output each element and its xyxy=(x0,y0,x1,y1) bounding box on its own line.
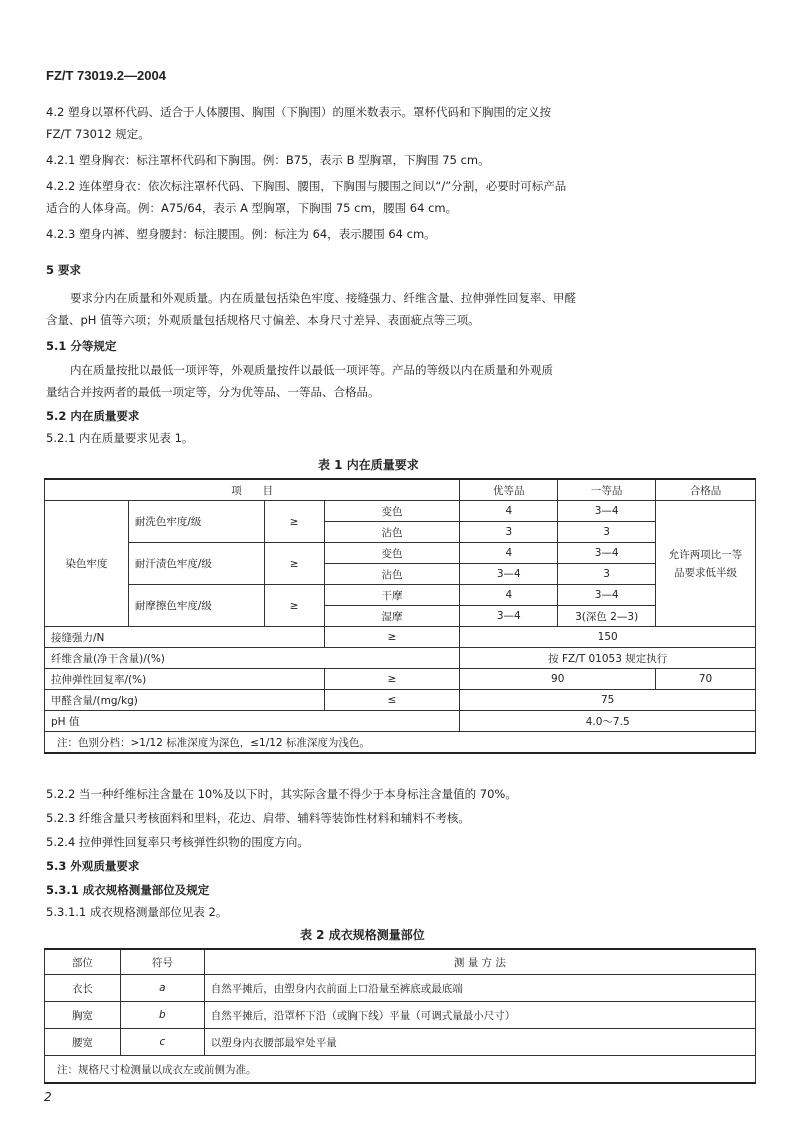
clause-5-3-heading: 5.3 外观质量要求 xyxy=(46,859,140,873)
measure-method: 自然平摊后，沿罩杯下沿（或胸下线）平量（可调式量最小尺寸） xyxy=(204,1002,755,1029)
table2-header-symbol: 符号 xyxy=(120,949,204,975)
seam-strength-value: 150 xyxy=(460,627,756,648)
fiber-content-label: 纤维含量(净干含量)/(%) xyxy=(45,648,460,669)
table-row xyxy=(45,669,756,690)
formaldehyde-label: 甲醛含量/(mg/kg) xyxy=(45,690,325,711)
clause-5-1-text-cont: 量结合并按两者的最低一项定等，分为优等品、一等品、合格品。 xyxy=(46,385,380,399)
stretch-recovery-label: 拉伸弹性回复率/(%) xyxy=(45,669,325,690)
table1-note: 注：色别分档：>1/12 标准深度为深色，≤1/12 标准深度为浅色。 xyxy=(45,732,756,754)
part-symbol: b xyxy=(120,1002,204,1029)
first-value: 3(深色 2—3) xyxy=(558,606,656,627)
table1-header-item: 项 目 xyxy=(45,479,460,501)
table1-header-row xyxy=(45,479,756,501)
ge-sign: ≥ xyxy=(264,543,324,585)
superior-value: 3 xyxy=(460,522,558,543)
clause-4-2: 4.2 塑身以罩杯代码、适合于人体腰围、胸围（下胸围）的厘米数表示。罩杯代码和下胸围的定义按 xyxy=(46,105,551,119)
table-row xyxy=(45,975,756,1002)
first-value: 3 xyxy=(558,564,656,585)
table2-header-part: 部位 xyxy=(45,949,121,975)
part-name: 胸宽 xyxy=(45,1002,121,1029)
table-row xyxy=(45,501,756,522)
table2-note-row xyxy=(45,1056,756,1084)
superior-value: 4 xyxy=(460,585,558,606)
standard-code: FZ/T 73019.2—2004 xyxy=(46,68,166,83)
superior-value: 3—4 xyxy=(460,606,558,627)
table-row xyxy=(45,690,756,711)
first-value: 3—4 xyxy=(558,501,656,522)
superior-value: 4 xyxy=(460,501,558,522)
le-sign: ≤ xyxy=(324,690,460,711)
table1-header-first: 一等品 xyxy=(558,479,656,501)
fiber-content-value: 按 FZ/T 01053 规定执行 xyxy=(460,648,756,669)
table-row xyxy=(45,585,756,606)
table1-header-qualified: 合格品 xyxy=(656,479,756,501)
table2-header-method: 测 量 方 法 xyxy=(204,949,755,975)
table-row xyxy=(45,648,756,669)
superior-value: 4 xyxy=(460,543,558,564)
colorfastness-label: 染色牢度 xyxy=(45,501,129,627)
table-row xyxy=(45,1002,756,1029)
clause-4-2-2: 4.2.2 连体塑身衣：依次标注罩杯代码、下胸围、腰围，下胸围与腰围之间以“/”分割，必要时可标产品 xyxy=(46,179,567,193)
part-name: 衣长 xyxy=(45,975,121,1002)
page-number: 2 xyxy=(44,1090,52,1104)
part-symbol: c xyxy=(120,1029,204,1056)
section-5-intro: 要求分内在质量和外观质量。内在质量包括染色牢度、接缝强力、纤维含量、拉伸弹性回复率、甲醛 xyxy=(70,291,576,305)
sub-item: 变色 xyxy=(324,501,460,522)
sweat-fastness-label: 耐汗渍色牢度/级 xyxy=(128,543,264,585)
wash-fastness-label: 耐洗色牢度/级 xyxy=(128,501,264,543)
ph-label: pH 值 xyxy=(45,711,460,732)
seam-strength-label: 接缝强力/N xyxy=(45,627,325,648)
ge-sign: ≥ xyxy=(324,627,460,648)
sub-item: 沾色 xyxy=(324,522,460,543)
stretch-superior-first-value: 90 xyxy=(460,669,656,690)
table1-quality-requirements xyxy=(44,478,756,754)
section-5-heading: 5 要求 xyxy=(46,263,82,277)
table1-caption: 表 1 内在质量要求 xyxy=(318,458,419,472)
clause-5-2-heading: 5.2 内在质量要求 xyxy=(46,409,140,423)
first-value: 3—4 xyxy=(558,585,656,606)
sub-item: 湿摩 xyxy=(324,606,460,627)
first-value: 3—4 xyxy=(558,543,656,564)
part-name: 腰宽 xyxy=(45,1029,121,1056)
ge-sign: ≥ xyxy=(324,669,460,690)
clause-5-2-1: 5.2.1 内在质量要求见表 1。 xyxy=(46,431,194,445)
first-value: 3 xyxy=(558,522,656,543)
clause-5-1-text: 内在质量按批以最低一项评等，外观质量按件以最低一项评等。产品的等级以内在质量和外观质 xyxy=(70,363,553,377)
table-row xyxy=(45,711,756,732)
superior-value: 3—4 xyxy=(460,564,558,585)
ge-sign: ≥ xyxy=(264,501,324,543)
table-row xyxy=(45,627,756,648)
clause-5-2-2: 5.2.2 当一种纤维标注含量在 10%及以下时，其实际含量不得少于本身标注含量值的 70%。 xyxy=(46,787,517,801)
table-row xyxy=(45,1029,756,1056)
table2-caption: 表 2 成衣规格测量部位 xyxy=(300,928,425,942)
clause-5-1-heading: 5.1 分等规定 xyxy=(46,339,117,353)
table2-measurement-parts xyxy=(44,948,756,1084)
clause-4-2-cont: FZ/T 73012 规定。 xyxy=(46,127,150,141)
table1-header-superior: 优等品 xyxy=(460,479,558,501)
sub-item: 干摩 xyxy=(324,585,460,606)
clause-4-2-3: 4.2.3 塑身内裤、塑身腰封：标注腰围。例：标注为 64，表示腰围 64 cm。 xyxy=(46,227,436,241)
table1-note-row xyxy=(45,732,756,754)
sub-item: 沾色 xyxy=(324,564,460,585)
rub-fastness-label: 耐摩擦色牢度/级 xyxy=(128,585,264,627)
table2-note: 注：规格尺寸检测量以成衣左或前侧为准。 xyxy=(45,1056,756,1084)
clause-5-2-4: 5.2.4 拉伸弹性回复率只考核弹性织物的围度方向。 xyxy=(46,835,309,849)
clause-4-2-1: 4.2.1 塑身胸衣：标注罩杯代码和下胸围。例：B75，表示 B 型胸罩，下胸围 75 cm。 xyxy=(46,153,490,167)
formaldehyde-value: 75 xyxy=(460,690,756,711)
ph-value: 4.0～7.5 xyxy=(460,711,756,732)
sub-item: 变色 xyxy=(324,543,460,564)
ge-sign: ≥ xyxy=(264,585,324,627)
clause-4-2-2-cont: 适合的人体身高。例：A75/64，表示 A 型胸罩，下胸围 75 cm，腰围 64 cm。 xyxy=(46,201,458,215)
stretch-qualified-value: 70 xyxy=(656,669,756,690)
table-row xyxy=(45,543,756,564)
measure-method: 以塑身内衣腰部最窄处平量 xyxy=(204,1029,755,1056)
section-5-intro-cont: 含量、pH 值等六项；外观质量包括规格尺寸偏差、本身尺寸差异、表面疵点等三项。 xyxy=(46,313,480,327)
measure-method: 自然平摊后，由塑身内衣前面上口沿量至裤底或最底端 xyxy=(204,975,755,1002)
part-symbol: a xyxy=(120,975,204,1002)
table2-header-row xyxy=(45,949,756,975)
clause-5-3-1-1: 5.3.1.1 成衣规格测量部位见表 2。 xyxy=(46,905,228,919)
qualified-note: 允许两项比一等品要求低半级 xyxy=(656,501,756,627)
clause-5-2-3: 5.2.3 纤维含量只考核面料和里料，花边、肩带、辅料等装饰性材料和辅料不考核。 xyxy=(46,811,470,825)
clause-5-3-1-heading: 5.3.1 成衣规格测量部位及规定 xyxy=(46,883,210,897)
